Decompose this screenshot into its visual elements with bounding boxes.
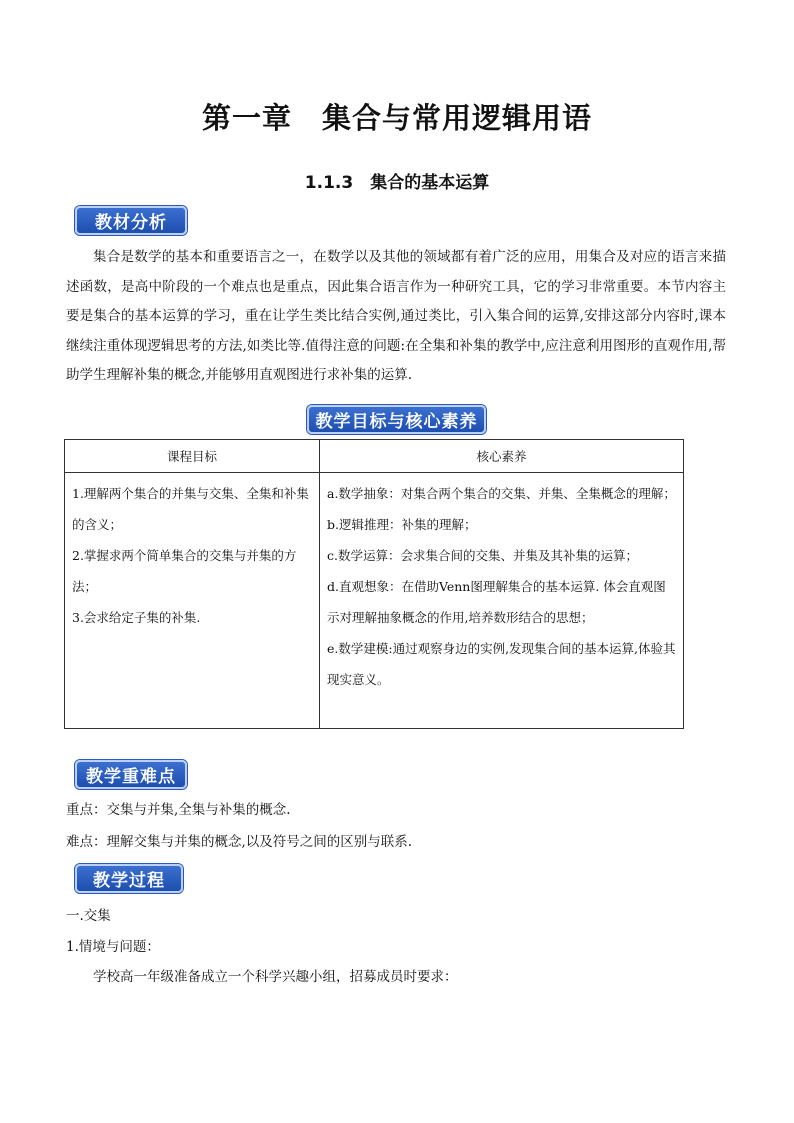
course-goal-item: 3.会求给定子集的补集.	[72, 610, 201, 625]
difficult-point: 难点：理解交集与并集的概念,以及符号之间的区别与联系.	[66, 834, 413, 850]
key-point: 重点：交集与并集,全集与补集的概念.	[66, 802, 291, 818]
process-heading: 一.交集	[66, 908, 111, 924]
table-header-course-goals: 课程目标	[65, 440, 320, 473]
core-literacy-item: b.逻辑推理：补集的理解；	[327, 517, 477, 532]
core-literacy-item: e.数学建模:通过观察身边的实例,发现集合间的基本运算,体验其现实意义。	[327, 641, 676, 687]
badge-analysis: 教材分析	[75, 206, 187, 235]
badge-process: 教学过程	[75, 864, 183, 893]
core-literacy-item: c.数学运算：会求集合间的交集、并集及其补集的运算；	[327, 548, 638, 563]
goals-table	[64, 439, 684, 729]
process-text: 学校高一年级准备成立一个科学兴趣小组，招募成员时要求：	[93, 969, 458, 985]
course-goal-item: 1.理解两个集合的并集与交集、全集和补集的含义；	[72, 486, 309, 532]
badge-difficulties: 教学重难点	[75, 760, 187, 789]
table-header-core-literacy: 核心素养	[320, 440, 684, 473]
course-goal-item: 2.掌握求两个简单集合的交集与并集的方法；	[72, 548, 297, 594]
core-literacy-item: a.数学抽象：对集合两个集合的交集、并集、全集概念的理解；	[327, 486, 676, 501]
page-title: 第一章 集合与常用逻辑用语	[201, 101, 592, 135]
badge-goals: 教学目标与核心素养	[307, 405, 486, 434]
process-sub-heading: 1.情境与问题：	[66, 939, 160, 955]
analysis-paragraph: 集合是数学的基本和重要语言之一，在数学以及其他的领域都有着广泛的应用，用集合及对应的语言来描述函数，是高中阶段的一个难点也是重点，因此集合语言作为一种研究工具，它的学习非常重要。本节内容主要是集合的基本运算的学习，重在让学生类比结合实例,通过类比，引入集合间的运算,安排这部分内容时,课本继续注重体现逻辑思考的方法,如类比等.值得注意的问题:在全集和补集的教学中,应注意利用图形的直观作用,帮助学生理解补集的概念,并能够用直观图进行求补集的运算.	[66, 249, 726, 383]
core-literacy-cell	[320, 473, 684, 729]
course-goals-cell	[65, 473, 320, 729]
core-literacy-item: d.直观想象：在借助Venn图理解集合的基本运算. 体会直观图示对理解抽象概念的作用,培养数形结合的思想；	[327, 579, 666, 625]
section-title: 1.1.3 集合的基本运算	[304, 173, 490, 193]
